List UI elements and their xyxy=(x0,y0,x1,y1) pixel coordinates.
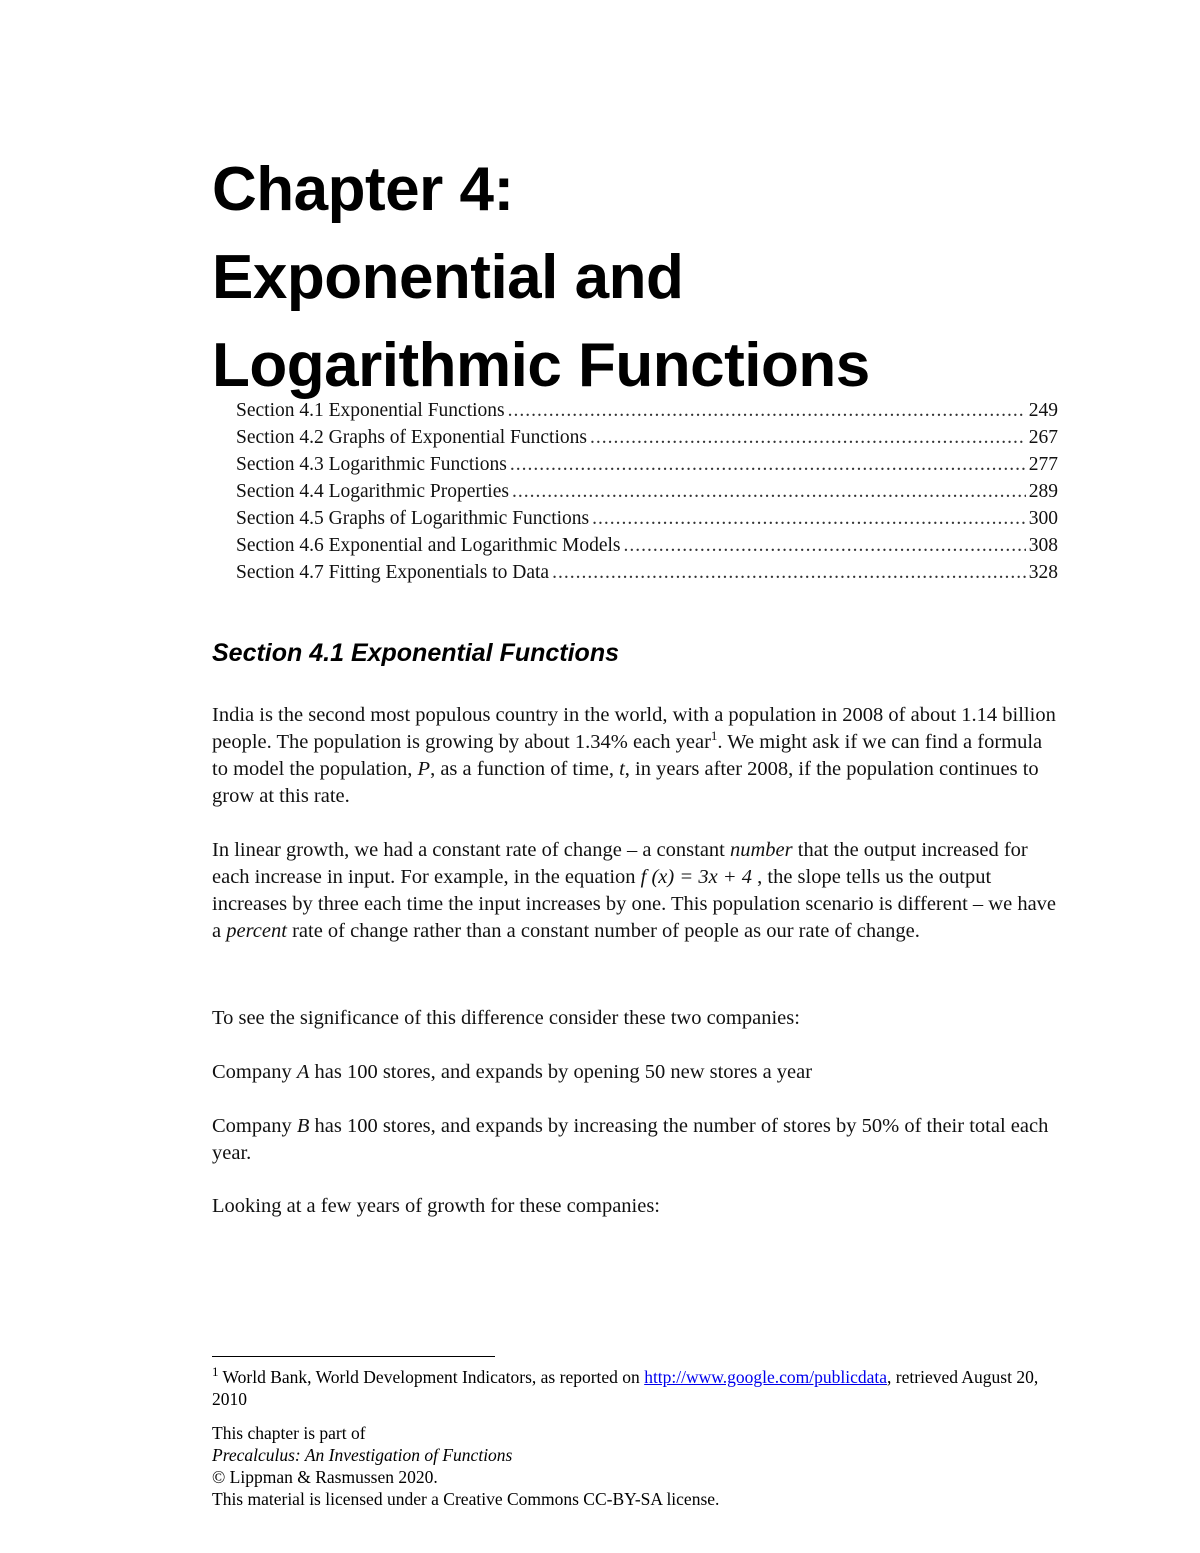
text-run: has 100 stores, and expands by increasing the number of stores by 50% of their total each year. xyxy=(212,1115,1049,1164)
chapter-title xyxy=(212,146,870,410)
toc-entry-label: Section 4.4 Logarithmic Properties xyxy=(236,481,509,502)
text-run: , retrieved August 20, 2010 xyxy=(212,1367,1039,1409)
paragraph-looking-at-growth: Looking at a few years of growth for these companies: xyxy=(212,1195,661,1217)
variable-p: P xyxy=(417,758,431,780)
emphasis-percent: percent xyxy=(226,920,287,942)
license-line-1 xyxy=(212,1422,1062,1488)
text-run: , the slope tells us the output increases by three each time the input increases by one. This population scenario is different – we have a xyxy=(212,866,1057,942)
text-run: © Lippman & Rasmussen 2020. xyxy=(212,1467,438,1487)
variable-t: t xyxy=(619,758,625,780)
text-run: Company xyxy=(212,1061,297,1083)
variable-b: B xyxy=(296,1115,310,1137)
paragraph-significance: To see the significance of this difference consider these two companies: xyxy=(212,1007,800,1029)
toc-entry-page: 249 xyxy=(1028,400,1058,421)
toc-entry[interactable] xyxy=(236,397,1058,424)
text-run: World Bank, World Development Indicators, as reported on xyxy=(218,1367,645,1387)
footnote-number: 1 xyxy=(212,1364,219,1380)
toc-entry[interactable] xyxy=(236,424,1058,451)
text-run: India is the second most populous country in the world, with a population in 2008 of about 1.14 billion people. The population is growing by about 1.34% each year xyxy=(212,704,1056,753)
table-of-contents xyxy=(236,397,1058,586)
text-run: that the output increased for each increase in input. For example, in the equation xyxy=(212,839,1028,888)
text-run: , in years after 2008, if the population continues to grow at this rate. xyxy=(212,758,1039,807)
equation: f (x) = 3x + 4 xyxy=(640,866,752,888)
paragraph-india-population xyxy=(212,702,1062,810)
text-run: rate of change rather than a constant number of people as our rate of change. xyxy=(286,920,920,942)
toc-dot-leader xyxy=(552,559,1026,586)
emphasis-number: number xyxy=(730,839,793,861)
paragraph-company-a xyxy=(212,1059,1062,1086)
toc-entry-page: 300 xyxy=(1028,508,1058,529)
toc-dot-leader xyxy=(512,478,1026,505)
toc-dot-leader xyxy=(592,505,1026,532)
chapter-title-line-2: Exponential and xyxy=(212,243,684,312)
section-heading: Section 4.1 Exponential Functions xyxy=(212,639,620,667)
variable-a: A xyxy=(296,1061,310,1083)
text-run: has 100 stores, and expands by opening 50 new stores a year xyxy=(309,1061,813,1083)
license-notice xyxy=(212,1422,1062,1510)
toc-entry-label: Section 4.2 Graphs of Exponential Functions xyxy=(236,427,587,448)
text-run: , as a function of time, xyxy=(430,758,620,780)
paragraph-linear-growth xyxy=(212,837,1062,945)
toc-dot-leader xyxy=(510,451,1026,478)
text-run: . We might ask if we can find a formula to model the population, xyxy=(212,731,1043,780)
toc-entry[interactable] xyxy=(236,505,1058,532)
toc-entry-label: Section 4.6 Exponential and Logarithmic Models xyxy=(236,535,621,556)
paragraph-company-b xyxy=(212,1113,1062,1167)
toc-dot-leader xyxy=(590,424,1026,451)
chapter-title-line-3: Logarithmic Functions xyxy=(212,331,870,400)
footnote-link[interactable]: http://www.google.com/publicdata xyxy=(644,1367,888,1387)
toc-entry-label: Section 4.7 Fitting Exponentials to Data xyxy=(236,562,550,583)
toc-entry[interactable] xyxy=(236,532,1058,559)
toc-entry-label: Section 4.5 Graphs of Logarithmic Functions xyxy=(236,508,590,529)
toc-dot-leader xyxy=(508,397,1026,424)
footnote-reference[interactable]: 1 xyxy=(710,728,718,744)
toc-entry[interactable] xyxy=(236,559,1058,586)
toc-entry-page: 267 xyxy=(1028,427,1058,448)
toc-entry-page: 289 xyxy=(1028,481,1058,502)
toc-entry[interactable] xyxy=(236,478,1058,505)
toc-entry-page: 277 xyxy=(1028,454,1058,475)
footnote-separator xyxy=(212,1356,495,1357)
text-run: Company xyxy=(212,1115,297,1137)
book-title: Precalculus: An Investigation of Functions xyxy=(212,1445,513,1465)
text-run: This chapter is part of xyxy=(212,1423,366,1443)
chapter-title-line-1: Chapter 4: xyxy=(212,155,514,224)
toc-entry[interactable] xyxy=(236,451,1058,478)
toc-entry-page: 328 xyxy=(1028,562,1058,583)
toc-entry-label: Section 4.3 Logarithmic Functions xyxy=(236,454,507,475)
text-run: In linear growth, we had a constant rate of change – a constant xyxy=(212,839,730,861)
toc-entry-label: Section 4.1 Exponential Functions xyxy=(236,400,505,421)
toc-dot-leader xyxy=(624,532,1026,559)
footnote xyxy=(212,1366,1062,1410)
toc-entry-page: 308 xyxy=(1028,535,1058,556)
license-line-2: This material is licensed under a Creative Commons CC-BY-SA license. xyxy=(212,1489,720,1509)
